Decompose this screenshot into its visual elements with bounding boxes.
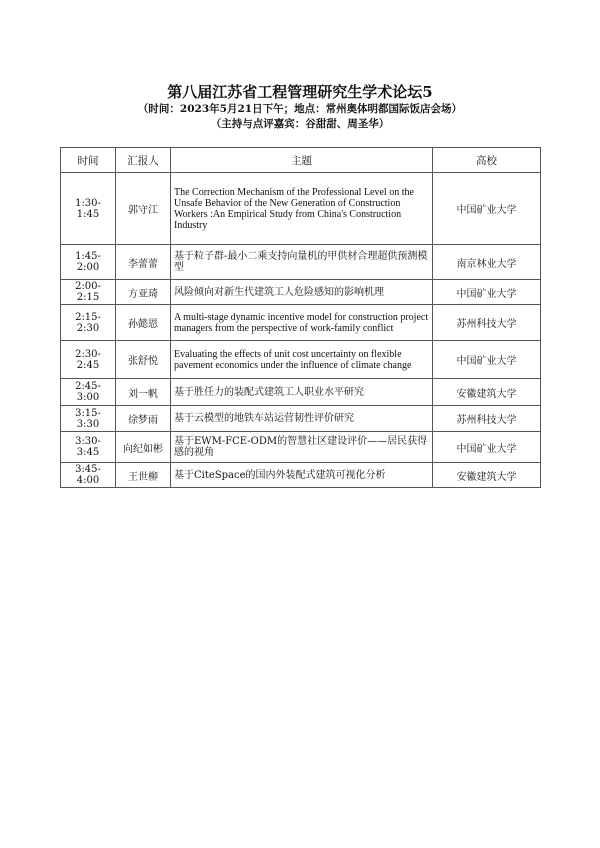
school-cell: 中国矿业大学 — [433, 341, 541, 379]
speaker-cell: 向纪如彬 — [116, 432, 171, 463]
time-cell: 2:00-2:15 — [61, 280, 116, 305]
speaker-cell: 郭守江 — [116, 173, 171, 245]
topic-cell: 基于EWM-FCE-ODM的智慧社区建设评价——居民获得感的视角 — [171, 432, 433, 463]
time-cell: 1:45-2:00 — [61, 245, 116, 280]
school-cell: 苏州科技大学 — [433, 406, 541, 432]
school-cell: 苏州科技大学 — [433, 305, 541, 341]
table-row — [61, 341, 541, 379]
table-row — [61, 379, 541, 406]
topic-cell: The Correction Mechanism of the Professional Level on the Unsafe Behavior of the New Generation of Construction Workers :An Empirical Study from China's Construction Industry — [171, 173, 433, 245]
header-school: 高校 — [433, 148, 541, 173]
topic-cell: 风险倾向对新生代建筑工人危险感知的影响机理 — [171, 280, 433, 305]
time-cell: 3:45-4:00 — [61, 463, 116, 488]
topic-cell: 基于胜任力的装配式建筑工人职业水平研究 — [171, 379, 433, 406]
hosts-line: （主持与点评嘉宾：谷甜甜、周圣华） — [210, 118, 390, 130]
time-cell: 3:30-3:45 — [61, 432, 116, 463]
speaker-cell: 李蕾蕾 — [116, 245, 171, 280]
speaker-cell: 王世柳 — [116, 463, 171, 488]
time-cell: 2:30-2:45 — [61, 341, 116, 379]
table-row — [61, 406, 541, 432]
table-row — [61, 173, 541, 245]
table-row — [61, 280, 541, 305]
time-cell: 1:30-1:45 — [61, 173, 116, 245]
speaker-cell: 孙懿恩 — [116, 305, 171, 341]
header-time: 时间 — [61, 148, 116, 173]
speaker-cell: 刘一帆 — [116, 379, 171, 406]
table-header-row — [61, 148, 541, 173]
speaker-cell: 方亚琦 — [116, 280, 171, 305]
header-topic: 主题 — [171, 148, 433, 173]
school-cell: 安徽建筑大学 — [433, 463, 541, 488]
school-cell: 南京林业大学 — [433, 245, 541, 280]
topic-cell: Evaluating the effects of unit cost uncertainty on flexible pavement economics under the influence of climate change — [171, 341, 433, 379]
table-row — [61, 245, 541, 280]
table-row — [61, 305, 541, 341]
school-cell: 安徽建筑大学 — [433, 379, 541, 406]
topic-cell: 基于云模型的地铁车站运营韧性评价研究 — [171, 406, 433, 432]
school-cell: 中国矿业大学 — [433, 432, 541, 463]
table-row — [61, 432, 541, 463]
time-cell: 2:45-3:00 — [61, 379, 116, 406]
time-location-line: （时间：2023年5月21日下午；地点：常州奥体明都国际饭店会场） — [137, 103, 463, 115]
topic-cell: A multi-stage dynamic incentive model for construction project managers from the perspective of work-family conflict — [171, 305, 433, 341]
header-speaker: 汇报人 — [116, 148, 171, 173]
time-cell: 3:15-3:30 — [61, 406, 116, 432]
document-header — [0, 82, 600, 132]
school-cell: 中国矿业大学 — [433, 280, 541, 305]
schedule-table — [60, 147, 541, 488]
time-cell: 2:15-2:30 — [61, 305, 116, 341]
school-cell: 中国矿业大学 — [433, 173, 541, 245]
speaker-cell: 徐梦雨 — [116, 406, 171, 432]
table-row — [61, 463, 541, 488]
topic-cell: 基于CiteSpace的国内外装配式建筑可视化分析 — [171, 463, 433, 488]
topic-cell: 基于粒子群-最小二乘支持向量机的甲供材合理超供预测模型 — [171, 245, 433, 280]
speaker-cell: 张舒悦 — [116, 341, 171, 379]
forum-title: 第八届江苏省工程管理研究生学术论坛5 — [167, 83, 433, 101]
